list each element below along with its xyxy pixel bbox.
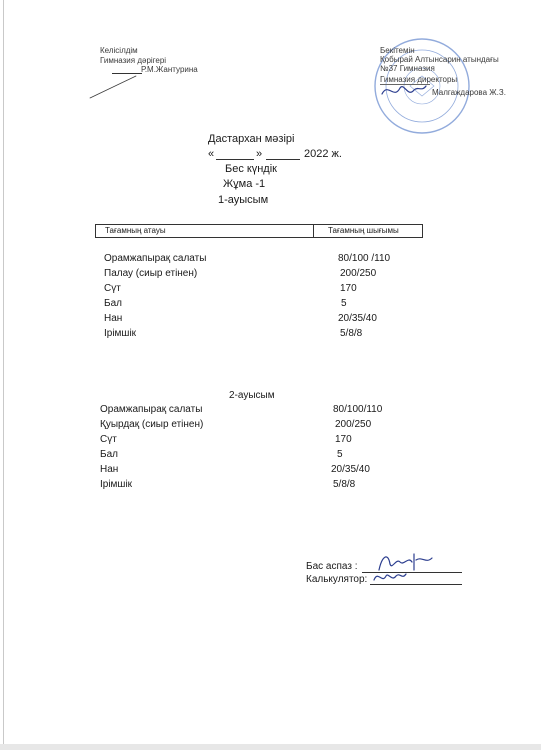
calculator-label: Калькулятор:	[306, 574, 368, 585]
director-role: Гимназия директоры	[380, 75, 458, 84]
date-month-blank	[266, 159, 300, 160]
shift2-item-yield: 170	[335, 434, 352, 445]
shift2-item-name: Сүт	[100, 434, 117, 445]
shift1-item-name: Орамжапырақ салаты	[104, 253, 207, 264]
shift1-item-yield: 5/8/8	[340, 328, 363, 339]
menu-table-header	[95, 224, 423, 238]
date-close-quote: »	[256, 148, 263, 160]
menu-title: Дастархан мәзірі	[208, 133, 295, 145]
shift2-item-yield: 5	[337, 449, 343, 460]
shift1-item-yield: 170	[340, 283, 357, 294]
doctor-name: Р.М.Жантурина	[141, 65, 198, 74]
shift-1-title: 1-ауысым	[218, 194, 269, 206]
shift2-item-yield: 80/100/110	[333, 404, 383, 415]
director-name: Малгаждарова Ж.З.	[432, 88, 506, 97]
scan-left-edge	[3, 0, 4, 750]
shift1-item-name: Бал	[104, 298, 122, 309]
shift1-item-yield: 5	[341, 298, 347, 309]
shift2-item-yield: 200/250	[335, 419, 372, 430]
shift2-item-name: Орамжапырақ салаты	[100, 404, 203, 415]
director-signature	[378, 80, 428, 102]
duration-label: Бес күндік	[225, 163, 277, 175]
doctor-signature-stroke	[88, 74, 138, 100]
agreed-label: Келісілдім	[100, 46, 138, 55]
shift2-item-yield: 5/8/8	[333, 479, 356, 490]
shift2-item-yield: 20/35/40	[331, 464, 370, 475]
org-line-1: Қобырай Алтынсарин атындағы	[380, 55, 499, 64]
shift1-item-name: Ірімшік	[104, 328, 137, 339]
scan-bottom-edge	[0, 744, 541, 750]
shift1-item-name: Сүт	[104, 283, 121, 294]
org-line-2: №37 Гимназия	[380, 64, 435, 73]
shift2-item-name: Ірімшік	[100, 479, 133, 490]
shift2-item-name: Қуырдақ (сиыр етінен)	[100, 419, 204, 430]
approved-label: Бекітемін	[380, 46, 415, 55]
shift1-item-yield: 80/100 /110	[338, 253, 391, 264]
doctor-role: Гимназия дәрігері	[100, 56, 167, 65]
shift1-item-yield: 200/250	[340, 268, 377, 279]
week-label: Жұма -1	[223, 178, 266, 190]
date-day-blank	[216, 159, 254, 160]
date-year: 2022 ж.	[304, 148, 342, 160]
date-open-quote: «	[208, 148, 215, 160]
calculator-signature	[370, 566, 410, 588]
dish-name-column-header: Тағамның атауы	[96, 225, 314, 237]
dish-yield-column-header: Тағамның шығымы	[328, 226, 399, 235]
shift1-item-name: Нан	[104, 313, 123, 324]
shift2-item-name: Нан	[100, 464, 119, 475]
head-chef-label: Бас аспаз :	[306, 561, 358, 572]
shift2-item-name: Бал	[100, 449, 118, 460]
shift1-item-yield: 20/35/40	[338, 313, 377, 324]
shift1-item-name: Палау (сиыр етінен)	[104, 268, 198, 279]
shift-2-title: 2-ауысым	[229, 390, 275, 401]
